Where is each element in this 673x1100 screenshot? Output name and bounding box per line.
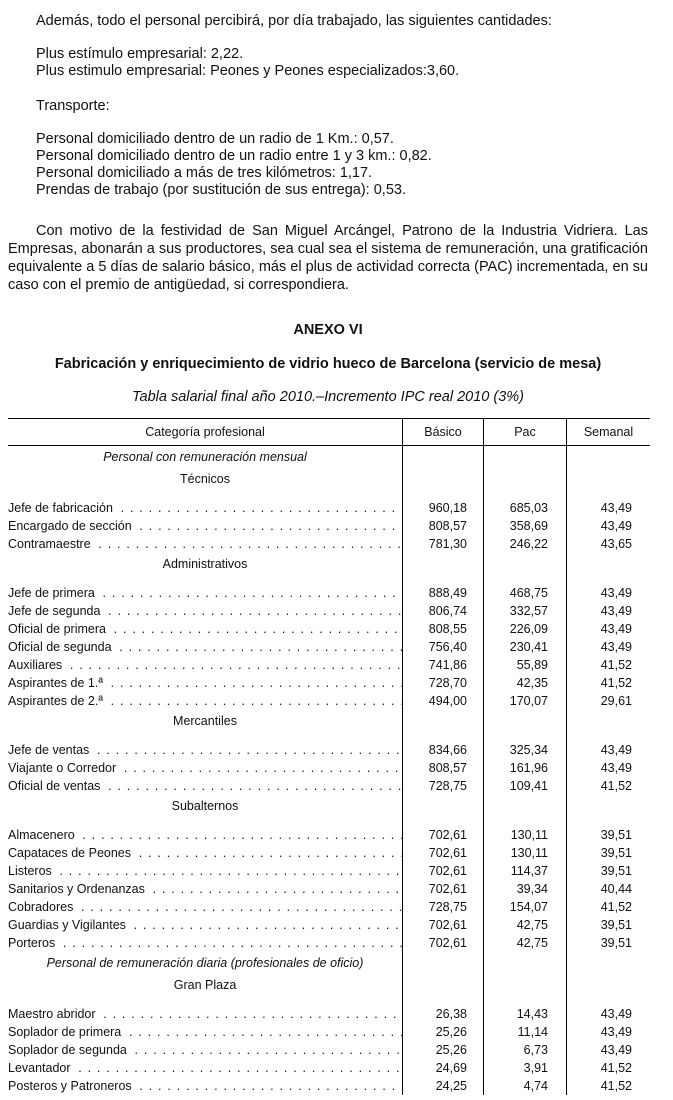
category-cell: [8, 602, 403, 620]
empty-cell: [403, 710, 484, 732]
semanal-cell: 43,49: [567, 517, 651, 535]
dot-leader: [8, 535, 402, 553]
category-cell: [8, 674, 403, 692]
group-label: Gran Plaza: [173, 978, 237, 992]
table-row: [8, 1023, 650, 1041]
semanal-cell: 43,49: [567, 499, 651, 517]
category-cell: [8, 759, 403, 777]
table-row: [8, 1005, 650, 1023]
category-cell: [8, 638, 403, 656]
group-row: [8, 553, 650, 575]
pac-cell: 42,75: [484, 934, 567, 952]
festividad-block: [8, 222, 648, 294]
annex-subtitle: Fabricación y enriquecimiento de vidrio hueco de Barcelona (servicio de mesa): [54, 356, 602, 372]
table-row: [8, 692, 650, 710]
category-cell: [8, 1041, 403, 1059]
category-label: Auxiliares: [8, 658, 65, 672]
basico-cell: 781,30: [403, 535, 484, 553]
basico-cell: 702,61: [403, 880, 484, 898]
dot-leader: [8, 844, 402, 862]
category-label: Cobradores: [8, 900, 76, 914]
category-label: Sanitarios y Ordenanzas: [8, 882, 148, 896]
group-row: [8, 974, 650, 996]
spacer-row: [8, 732, 650, 741]
basico-cell: 756,40: [403, 638, 484, 656]
dot-leader: [8, 759, 402, 777]
table-row: [8, 517, 650, 535]
spacer-row: [8, 996, 650, 1005]
empty-cell: [484, 996, 567, 1005]
dot-leader: [8, 777, 402, 795]
pac-cell: 226,09: [484, 620, 567, 638]
transport-item: Personal domiciliado a más de tres kilómetros: 1,17.: [36, 165, 373, 181]
transport-item: Personal domiciliado dentro de un radio de 1 Km.: 0,57.: [36, 131, 394, 147]
pac-cell: 14,43: [484, 1005, 567, 1023]
dot-leader: [8, 674, 402, 692]
dot-leader: [8, 916, 402, 934]
table-row: [8, 862, 650, 880]
category-label: Jefe de primera: [8, 586, 98, 600]
semanal-cell: 41,52: [567, 1059, 651, 1077]
category-cell: [8, 535, 403, 553]
category-cell: [8, 1005, 403, 1023]
pac-cell: 114,37: [484, 862, 567, 880]
salary-table: [8, 418, 650, 1095]
pac-cell: 130,11: [484, 844, 567, 862]
category-label: Jefe de fabricación: [8, 501, 116, 515]
spacer-row: [8, 817, 650, 826]
category-label: Porteros: [8, 936, 58, 950]
dot-leader: [8, 1041, 402, 1059]
empty-cell: [484, 553, 567, 575]
pac-cell: 170,07: [484, 692, 567, 710]
table-caption: Tabla salarial final año 2010.–Incremento IPC real 2010 (3%): [131, 389, 524, 405]
pac-cell: 325,34: [484, 741, 567, 759]
empty-cell: [403, 974, 484, 996]
header-categoria: Categoría profesional: [8, 419, 403, 446]
empty-cell: [567, 490, 651, 499]
category-label: Soplador de primera: [8, 1025, 124, 1039]
semanal-cell: 43,49: [567, 1005, 651, 1023]
category-label: Guardias y Vigilantes: [8, 918, 129, 932]
category-label: Levantador: [8, 1061, 74, 1075]
empty-cell: [567, 974, 651, 996]
basico-cell: 808,57: [403, 517, 484, 535]
category-cell: [8, 584, 403, 602]
group-row: [8, 468, 650, 490]
category-label: Jefe de ventas: [8, 743, 92, 757]
transport-item: Prendas de trabajo (por sustitución de sus entrega): 0,53.: [36, 182, 406, 198]
dot-leader: [8, 499, 402, 517]
category-label: Capataces de Peones: [8, 846, 134, 860]
category-cell: [8, 741, 403, 759]
category-cell: [8, 692, 403, 710]
empty-cell: [403, 490, 484, 499]
category-label: Soplador de segunda: [8, 1043, 130, 1057]
table-row: [8, 898, 650, 916]
table-row: [8, 1041, 650, 1059]
category-cell: [8, 1023, 403, 1041]
category-cell: [8, 777, 403, 795]
annex-title: ANEXO VI: [293, 322, 363, 338]
category-label: Contramaestre: [8, 537, 94, 551]
category-label: Posteros y Patroneros: [8, 1079, 135, 1093]
category-cell: [8, 898, 403, 916]
table-row: [8, 584, 650, 602]
pac-cell: 468,75: [484, 584, 567, 602]
pac-cell: 42,35: [484, 674, 567, 692]
empty-cell: [567, 468, 651, 490]
table-header-row: [8, 419, 650, 446]
semanal-cell: 41,52: [567, 898, 651, 916]
empty-cell: [484, 795, 567, 817]
basico-cell: 702,61: [403, 844, 484, 862]
basico-cell: 24,25: [403, 1077, 484, 1095]
empty-cell: [403, 468, 484, 490]
dot-leader: [8, 602, 402, 620]
dot-leader: [8, 880, 402, 898]
section-row: [8, 446, 650, 469]
semanal-cell: 43,65: [567, 535, 651, 553]
transport-list: [36, 131, 432, 199]
category-label: Listeros: [8, 864, 55, 878]
basico-cell: 728,75: [403, 898, 484, 916]
category-cell: [8, 916, 403, 934]
empty-cell: [403, 996, 484, 1005]
category-cell: [8, 517, 403, 535]
category-cell: [8, 844, 403, 862]
basico-cell: 728,70: [403, 674, 484, 692]
dot-leader: [8, 692, 402, 710]
group-row: [8, 795, 650, 817]
group-label: Subalternos: [171, 799, 239, 813]
empty-cell: [567, 553, 651, 575]
dot-leader: [8, 1005, 402, 1023]
basico-cell: 702,61: [403, 862, 484, 880]
dot-leader: [8, 898, 402, 916]
section-row: [8, 952, 650, 974]
category-label: Aspirantes de 2.ª: [8, 694, 106, 708]
category-label: Almacenero: [8, 828, 78, 842]
dot-leader: [8, 1059, 402, 1077]
category-cell: [8, 826, 403, 844]
section-label: Personal de remuneración diaria (profesionales de oficio): [46, 956, 364, 970]
empty-cell: [484, 446, 567, 469]
empty-cell: [403, 817, 484, 826]
empty-cell: [567, 996, 651, 1005]
semanal-cell: 43,49: [567, 602, 651, 620]
category-cell: [8, 862, 403, 880]
empty-cell: [8, 817, 403, 826]
pac-cell: 6,73: [484, 1041, 567, 1059]
dot-leader: [8, 934, 402, 952]
empty-cell: [8, 996, 403, 1005]
header-semanal: Semanal: [567, 419, 651, 446]
table-row: [8, 674, 650, 692]
pac-cell: 130,11: [484, 826, 567, 844]
empty-cell: [567, 732, 651, 741]
empty-cell: [484, 468, 567, 490]
empty-cell: [484, 974, 567, 996]
intro-paragraph: Además, todo el personal percibirá, por día trabajado, las siguientes cantidades:: [36, 13, 552, 29]
spacer-row: [8, 575, 650, 584]
empty-cell: [484, 490, 567, 499]
basico-cell: 888,49: [403, 584, 484, 602]
transport-label: Transporte:: [36, 98, 110, 114]
plus-item: Plus estímulo empresarial: 2,22.: [36, 46, 244, 62]
semanal-cell: 43,49: [567, 741, 651, 759]
empty-cell: [403, 446, 484, 469]
category-label: Oficial de primera: [8, 622, 109, 636]
semanal-cell: 41,52: [567, 674, 651, 692]
empty-cell: [8, 732, 403, 741]
basico-cell: 494,00: [403, 692, 484, 710]
table-row: [8, 1059, 650, 1077]
semanal-cell: 41,52: [567, 777, 651, 795]
semanal-cell: 29,61: [567, 692, 651, 710]
basico-cell: 702,61: [403, 826, 484, 844]
empty-cell: [403, 553, 484, 575]
dot-leader: [8, 584, 402, 602]
table-row: [8, 844, 650, 862]
empty-cell: [8, 575, 403, 584]
header-basico: Básico: [403, 419, 484, 446]
dot-leader: [8, 638, 402, 656]
semanal-cell: 39,51: [567, 862, 651, 880]
salary-table-body: [8, 446, 650, 1096]
transport-item: Personal domiciliado dentro de un radio entre 1 y 3 km.: 0,82.: [36, 148, 432, 164]
category-cell: [8, 499, 403, 517]
category-label: Maestro abridor: [8, 1007, 99, 1021]
basico-cell: 24,69: [403, 1059, 484, 1077]
transport-heading: [36, 98, 110, 115]
empty-cell: [484, 710, 567, 732]
category-label: Viajante o Corredor: [8, 761, 119, 775]
category-label: Oficial de segunda: [8, 640, 115, 654]
basico-cell: 806,74: [403, 602, 484, 620]
festividad-paragraph: Con motivo de la festividad de San Miguel Arcángel, Patrono de la Industria Vidriera. Las Empresas, abonarán a sus productores, sea cual sea el sistema de remuneración, una gratificación equivalente a 5 días de salario básico, más el plus de actividad correcta (PAC) incrementada, en su caso con el premio de antigüedad, si correspondiera.: [8, 223, 648, 293]
semanal-cell: 41,52: [567, 1077, 651, 1095]
table-row: [8, 638, 650, 656]
basico-cell: 960,18: [403, 499, 484, 517]
intro-line: [36, 13, 552, 30]
basico-cell: 25,26: [403, 1041, 484, 1059]
category-cell: [8, 1059, 403, 1077]
pac-cell: 358,69: [484, 517, 567, 535]
table-row: [8, 499, 650, 517]
table-row: [8, 916, 650, 934]
empty-cell: [403, 732, 484, 741]
category-cell: [8, 656, 403, 674]
basico-cell: 26,38: [403, 1005, 484, 1023]
empty-cell: [567, 817, 651, 826]
semanal-cell: 43,49: [567, 1023, 651, 1041]
dot-leader: [8, 620, 402, 638]
table-row: [8, 741, 650, 759]
empty-cell: [567, 710, 651, 732]
empty-cell: [484, 575, 567, 584]
basico-cell: 808,55: [403, 620, 484, 638]
dot-leader: [8, 1077, 402, 1095]
empty-cell: [8, 490, 403, 499]
plus-list: [36, 46, 459, 80]
pac-cell: 109,41: [484, 777, 567, 795]
semanal-cell: 39,51: [567, 844, 651, 862]
semanal-cell: 39,51: [567, 916, 651, 934]
semanal-cell: 39,51: [567, 826, 651, 844]
spacer-row: [8, 490, 650, 499]
pac-cell: 11,14: [484, 1023, 567, 1041]
header-pac: Pac: [484, 419, 567, 446]
pac-cell: 332,57: [484, 602, 567, 620]
empty-cell: [403, 575, 484, 584]
category-label: Jefe de segunda: [8, 604, 103, 618]
category-label: Encargado de sección: [8, 519, 135, 533]
empty-cell: [403, 952, 484, 974]
basico-cell: 808,57: [403, 759, 484, 777]
semanal-cell: 43,49: [567, 1041, 651, 1059]
group-label: Técnicos: [179, 472, 231, 486]
category-cell: [8, 934, 403, 952]
table-row: [8, 620, 650, 638]
empty-cell: [484, 732, 567, 741]
category-cell: [8, 1077, 403, 1095]
pac-cell: 685,03: [484, 499, 567, 517]
pac-cell: 246,22: [484, 535, 567, 553]
table-row: [8, 880, 650, 898]
category-label: Aspirantes de 1.ª: [8, 676, 106, 690]
empty-cell: [403, 795, 484, 817]
table-row: [8, 759, 650, 777]
pac-cell: 55,89: [484, 656, 567, 674]
table-row: [8, 777, 650, 795]
table-row: [8, 934, 650, 952]
semanal-cell: 40,44: [567, 880, 651, 898]
pac-cell: 154,07: [484, 898, 567, 916]
plus-item: Plus estimulo empresarial: Peones y Peones especializados:3,60.: [36, 63, 460, 79]
group-label: Mercantiles: [173, 714, 237, 728]
basico-cell: 702,61: [403, 916, 484, 934]
empty-cell: [567, 952, 651, 974]
category-cell: [8, 880, 403, 898]
table-row: [8, 602, 650, 620]
group-row: [8, 710, 650, 732]
pac-cell: 42,75: [484, 916, 567, 934]
category-label: Oficial de ventas: [8, 779, 103, 793]
table-row: [8, 535, 650, 553]
basico-cell: 741,86: [403, 656, 484, 674]
basico-cell: 702,61: [403, 934, 484, 952]
basico-cell: 25,26: [403, 1023, 484, 1041]
semanal-cell: 41,52: [567, 656, 651, 674]
category-cell: [8, 620, 403, 638]
dot-leader: [8, 656, 402, 674]
group-label: Administrativos: [162, 557, 248, 571]
empty-cell: [567, 446, 651, 469]
semanal-cell: 43,49: [567, 638, 651, 656]
empty-cell: [567, 795, 651, 817]
dot-leader: [8, 862, 402, 880]
basico-cell: 728,75: [403, 777, 484, 795]
empty-cell: [484, 952, 567, 974]
table-row: [8, 1077, 650, 1095]
semanal-cell: 43,49: [567, 759, 651, 777]
pac-cell: 3,91: [484, 1059, 567, 1077]
pac-cell: 161,96: [484, 759, 567, 777]
pac-cell: 230,41: [484, 638, 567, 656]
table-row: [8, 826, 650, 844]
dot-leader: [8, 741, 402, 759]
semanal-cell: 43,49: [567, 584, 651, 602]
semanal-cell: 43,49: [567, 620, 651, 638]
dot-leader: [8, 826, 402, 844]
basico-cell: 834,66: [403, 741, 484, 759]
dot-leader: [8, 517, 402, 535]
section-label: Personal con remuneración mensual: [103, 450, 307, 464]
empty-cell: [484, 817, 567, 826]
semanal-cell: 39,51: [567, 934, 651, 952]
empty-cell: [567, 575, 651, 584]
table-row: [8, 656, 650, 674]
dot-leader: [8, 1023, 402, 1041]
pac-cell: 4,74: [484, 1077, 567, 1095]
pac-cell: 39,34: [484, 880, 567, 898]
